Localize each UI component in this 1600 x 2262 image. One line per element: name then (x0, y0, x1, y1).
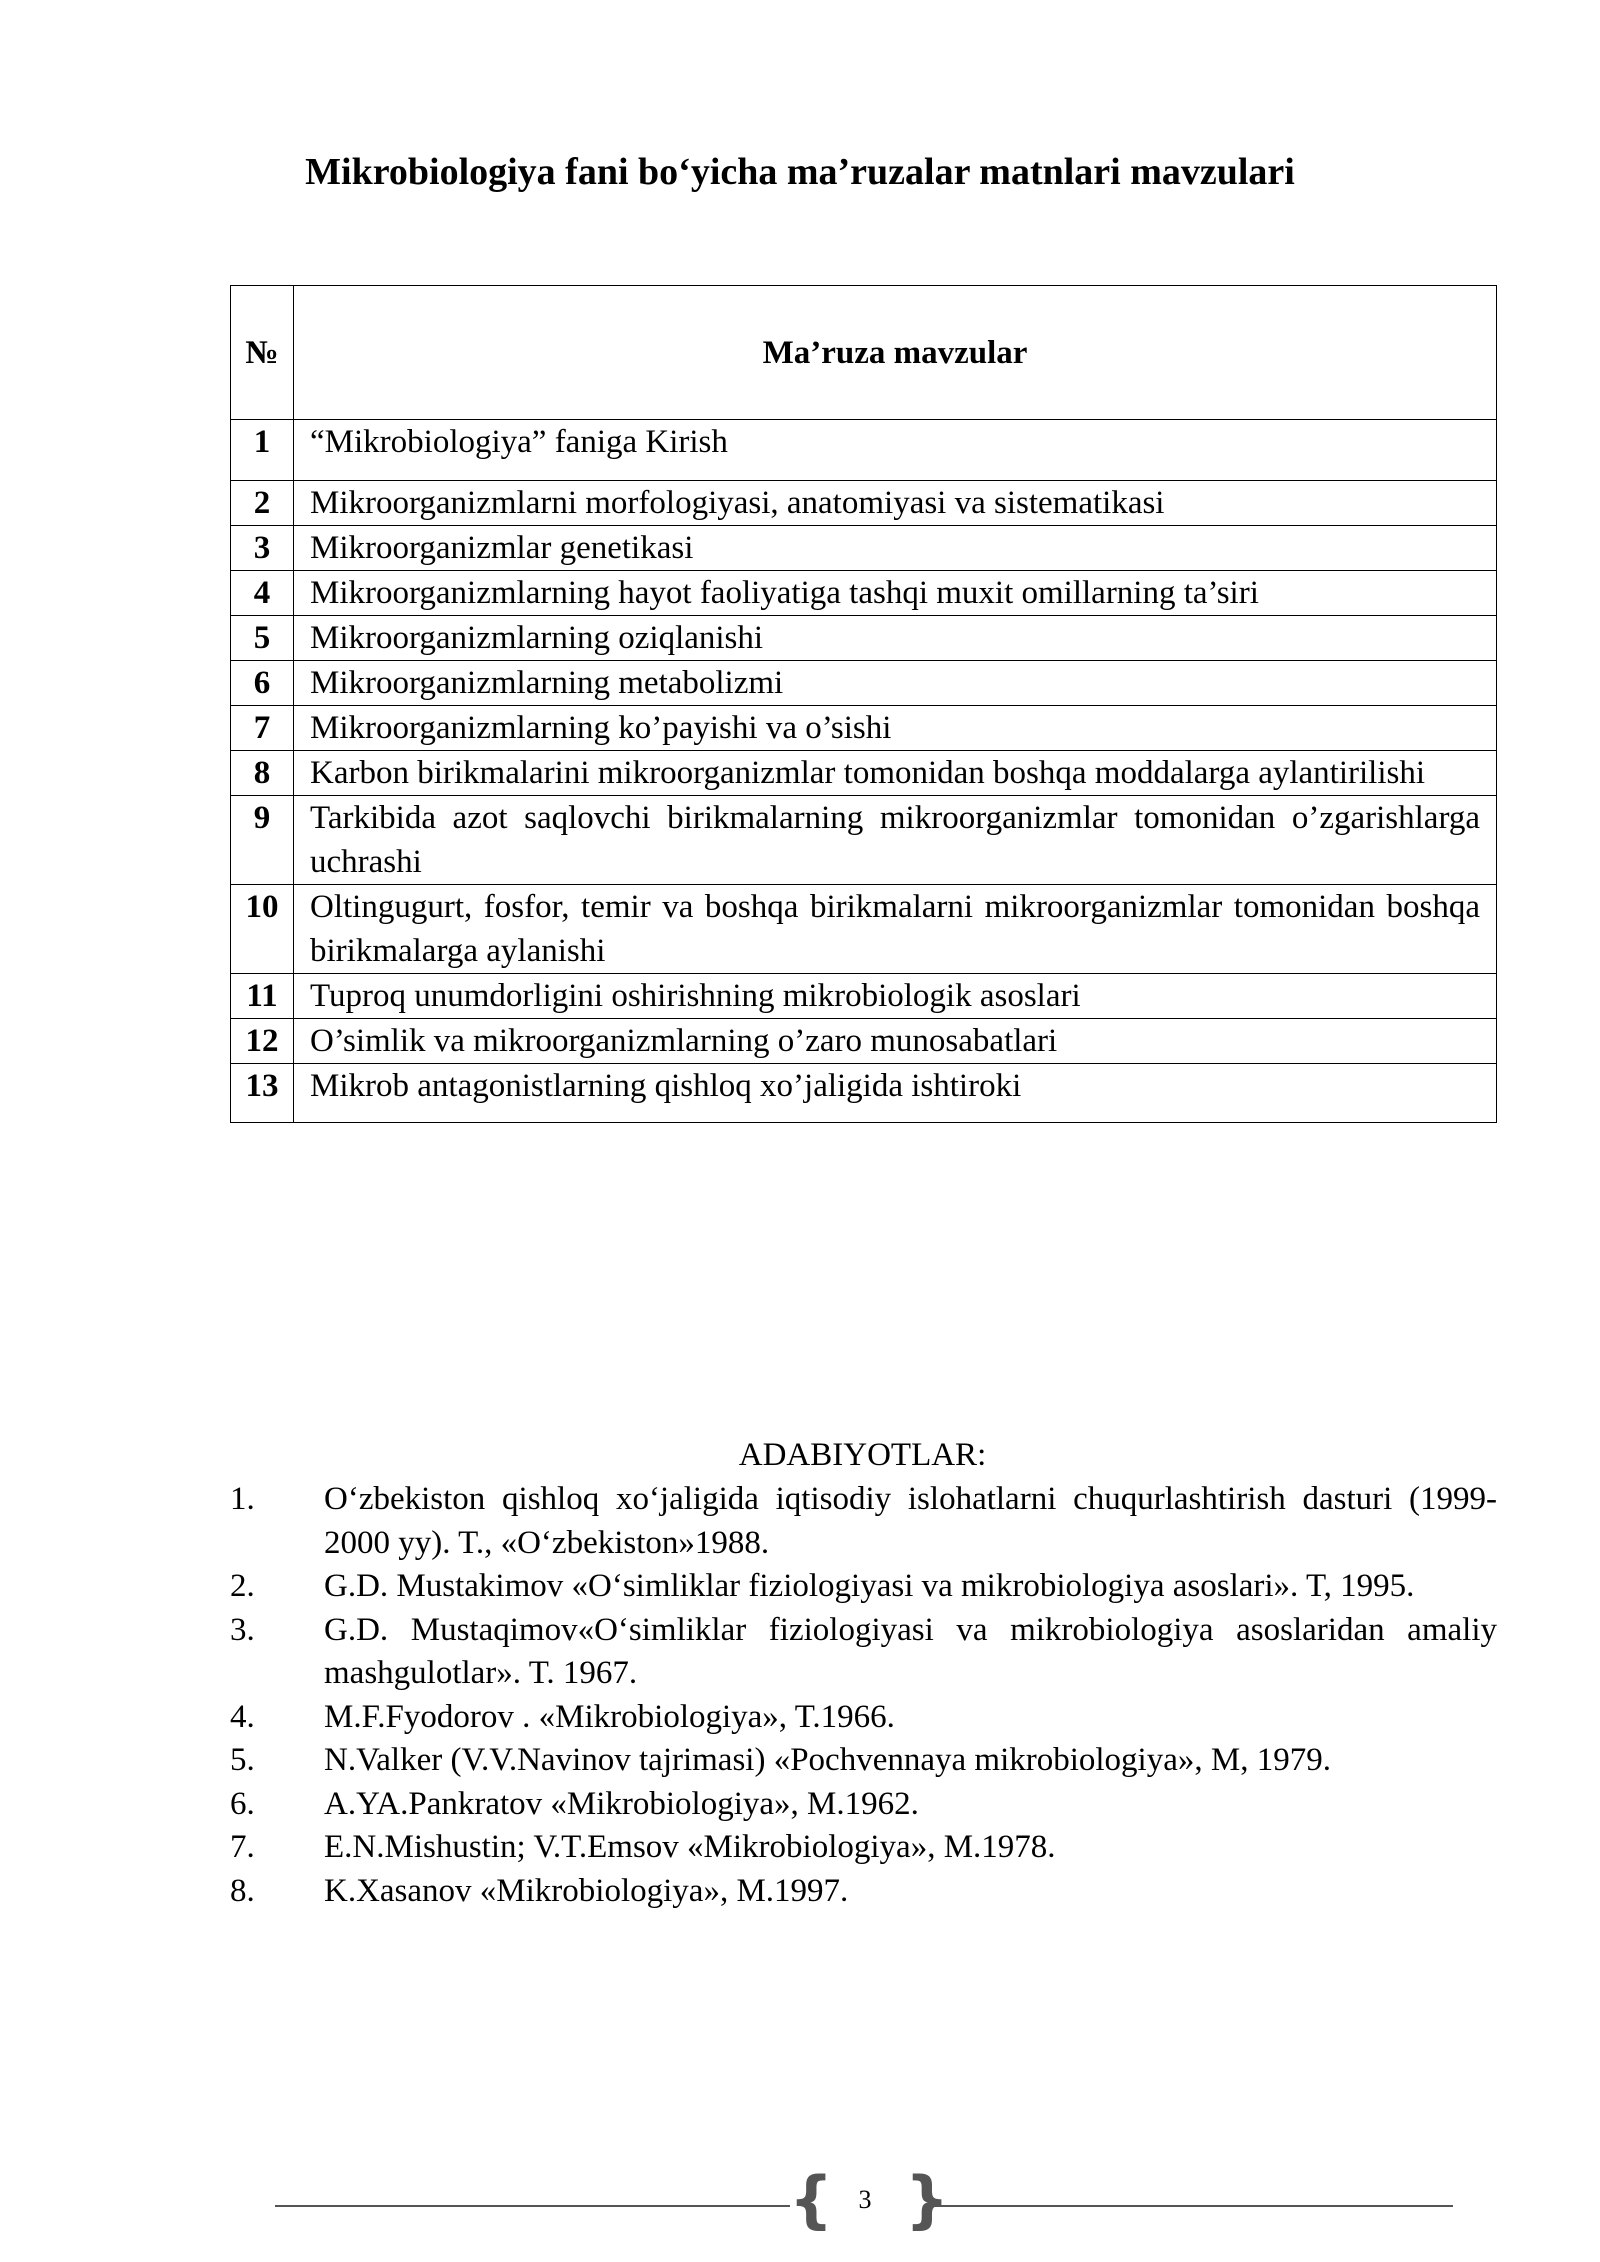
literature-list (230, 1478, 1497, 1913)
page-title: Mikrobiologiya fani bo‘yicha ma’ruzalar matnlari mavzulari (305, 151, 1295, 193)
reference-text: M.F.Fyodorov . «Mikrobiologiya», T.1966. (324, 1698, 895, 1735)
row-topic: Mikrob antagonistlarning qishloq xo’jaligida ishtiroki (294, 1064, 1497, 1123)
page-number: 3 (858, 2185, 872, 2214)
reference-text: K.Xasanov «Mikrobiologiya», M.1997. (324, 1872, 849, 1909)
list-item (230, 1609, 1497, 1696)
list-item (230, 1826, 1497, 1870)
row-number: 4 (231, 571, 294, 616)
table-row (231, 420, 1497, 481)
list-item (230, 1783, 1497, 1827)
reference-text: G.D. Mustakimov «O‘simliklar fiziologiyasi va mikrobiologiya asoslari». T, 1995. (324, 1568, 1415, 1604)
row-number: 12 (231, 1019, 294, 1064)
right-bracket-icon: } (905, 2163, 950, 2236)
row-number: 11 (231, 974, 294, 1019)
row-topic: Tuproq unumdorligini oshirishning mikrobiologik asoslari (294, 974, 1497, 1019)
reference-number: 1. (230, 1481, 255, 1517)
row-number: 6 (231, 661, 294, 706)
row-number: 8 (231, 751, 294, 796)
footer-line-right (933, 2205, 1453, 2207)
row-topic: Mikroorganizmlarning hayot faoliyatiga tashqi muxit omillarning ta’siri (294, 571, 1497, 616)
table-row (231, 1064, 1497, 1123)
reference-number: 6. (230, 1785, 255, 1822)
row-number: 2 (231, 481, 294, 526)
reference-text: G.D. Mustaqimov«O‘simliklar fiziologiyasi va mikrobiologiya asoslaridan amaliy mashgulotlar». T. 1967. (324, 1611, 1497, 1691)
reference-number: 7. (230, 1829, 255, 1865)
row-number: 3 (231, 526, 294, 571)
reference-number: 3. (230, 1611, 255, 1648)
row-topic: Mikroorganizmlar genetikasi (294, 526, 1497, 571)
row-topic: Oltingugurt, fosfor, temir va boshqa birikmalarni mikroorganizmlar tomonidan boshqa birikmalarga aylanishi (294, 885, 1497, 974)
page-footer (275, 2163, 1453, 2236)
row-number: 9 (231, 796, 294, 885)
table-row (231, 974, 1497, 1019)
row-topic: O’simlik va mikroorganizmlarning o’zaro munosabatlari (294, 1019, 1497, 1064)
reference-number: 8. (230, 1872, 255, 1909)
row-topic: Karbon birikmalarini mikroorganizmlar tomonidan boshqa moddalarga aylantirilishi (294, 751, 1497, 796)
list-item (230, 1696, 1497, 1740)
literature-heading: ADABIYOTLAR: (738, 1437, 987, 1473)
reference-number: 4. (230, 1698, 255, 1735)
reference-text: N.Valker (V.V.Navinov tajrimasi) «Pochvennaya mikrobiologiya», M, 1979. (324, 1742, 1331, 1778)
table-row (231, 706, 1497, 751)
row-number: 7 (231, 706, 294, 751)
row-topic: Tarkibida azot saqlovchi birikmalarning mikroorganizmlar tomonidan o’zgarishlarga uchrashi (294, 796, 1497, 885)
reference-text: O‘zbekiston qishloq xo‘jaligida iqtisodiy islohatlarni chuqurlashtirish dasturi (1999-2000 yy). T., «O‘zbekiston»1988. (324, 1481, 1497, 1561)
number-column-header: № (231, 286, 294, 420)
row-topic: “Mikrobiologiya” faniga Kirish (294, 420, 1497, 481)
row-topic: Mikroorganizmlarning ko’payishi va o’sishi (294, 706, 1497, 751)
table-row (231, 661, 1497, 706)
table-body (231, 420, 1497, 1123)
reference-text: E.N.Mishustin; V.T.Emsov «Mikrobiologiya», M.1978. (324, 1829, 1056, 1865)
table-row (231, 481, 1497, 526)
table-row (231, 751, 1497, 796)
row-number: 5 (231, 616, 294, 661)
table-row (231, 526, 1497, 571)
row-number: 1 (231, 420, 294, 481)
list-item (230, 1565, 1497, 1609)
left-bracket-icon: { (789, 2163, 834, 2236)
row-number: 10 (231, 885, 294, 974)
table-row (231, 616, 1497, 661)
table-row (231, 885, 1497, 974)
reference-text: A.YA.Pankratov «Mikrobiologiya», M.1962. (324, 1785, 919, 1822)
lecture-topics-table (230, 285, 1497, 1123)
table-row (231, 1019, 1497, 1064)
row-topic: Mikroorganizmlarni morfologiyasi, anatomiyasi va sistematikasi (294, 481, 1497, 526)
table-header-row (231, 286, 1497, 420)
table-row (231, 571, 1497, 616)
list-item (230, 1739, 1497, 1783)
list-item (230, 1870, 1497, 1914)
reference-number: 5. (230, 1742, 255, 1778)
list-item (230, 1478, 1497, 1565)
row-topic: Mikroorganizmlarning oziqlanishi (294, 616, 1497, 661)
topic-column-header: Ma’ruza mavzular (294, 286, 1497, 420)
row-topic: Mikroorganizmlarning metabolizmi (294, 661, 1497, 706)
row-number: 13 (231, 1064, 294, 1123)
reference-number: 2. (230, 1568, 255, 1604)
footer-line-left (275, 2205, 790, 2207)
table-row (231, 796, 1497, 885)
